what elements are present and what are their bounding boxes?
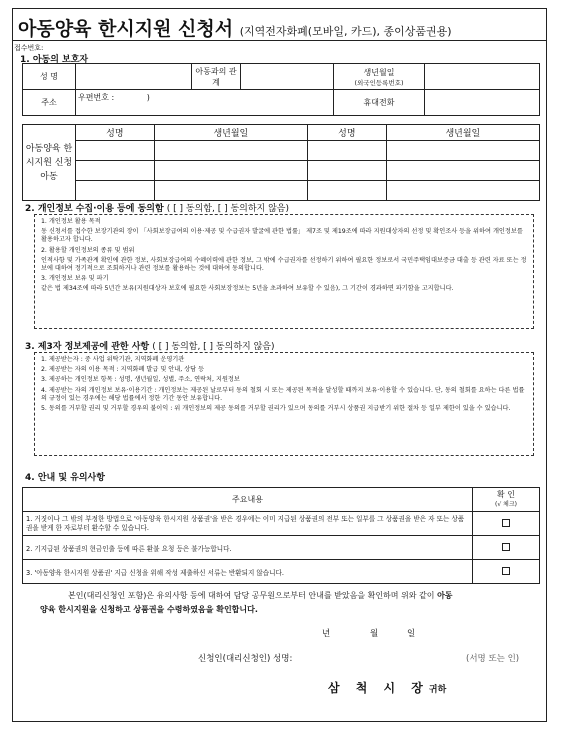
address-label: 주소	[23, 90, 76, 116]
declaration-line-2: 양육 한시지원을 신청하고 상품권을 수령하였음을 확인합니다.	[40, 605, 258, 614]
guardian-table	[22, 63, 540, 116]
relation-label: 아동과의 관계	[192, 64, 241, 90]
check-header: 확 인 (√ 체크)	[473, 488, 540, 512]
notice-row: 2. 기지급된 상품권의 현금인출 등에 따른 환불 요청 등은 불가능합니다.	[23, 536, 473, 560]
date-year: 년	[322, 629, 331, 639]
section-3-heading: 3. 제3자 정보제공에 관한 사항 ( [ ] 동의함, [ ] 동의하지 않음)	[25, 342, 275, 352]
privacy-consent-box	[34, 214, 534, 329]
notice-row: 3. '아동양육 한시지원 상품권' 지급 신청을 위해 작성 제출하신 서류는 반환되지 않습니다.	[23, 560, 473, 584]
form-title: 아동양육 한시지원 신청서 (지역전자화폐(모바일, 카드), 종이상품권용)	[18, 18, 452, 40]
content-header: 주요내용	[23, 488, 473, 512]
third-party-box	[34, 352, 534, 456]
applicant-label: 신청인(대리신청인) 성명:	[198, 654, 293, 664]
form-subtitle: (지역전자화폐(모바일, 카드), 종이상품권용)	[239, 25, 452, 38]
col-birth-2: 생년월일	[386, 125, 539, 141]
privacy-item: 1. 개인정보 활용 목적	[41, 218, 101, 225]
third-party-item: 2. 제공받는 자의 이용 목적 : 지역화폐 발급 및 안내, 상담 등	[41, 366, 205, 374]
notice-row: 1. 거짓이나 그 밖의 부정한 방법으로 '아동양육 한시지원 상품권'을 받은 경우에는 이미 지급된 상품권의 전부 또는 일부를 그 상품권을 받은 자 또는 상품권을 받게 한 자로부터 환수할 수 있습니다.	[23, 512, 473, 536]
date-day: 일	[407, 629, 416, 639]
privacy-item: 같은 법 제34조에 따라 5년간 보유(지원대상자 보호에 필요한 사회보장정보는 5년을 초과하여 보유할 수 있음), 그 기간이 경과하면 파기함을 고지합니다.	[41, 285, 454, 293]
child-cell[interactable]	[76, 161, 155, 181]
privacy-item: 3. 개인정보 보유 및 파기	[41, 275, 109, 283]
guardian-name-field[interactable]	[76, 64, 192, 90]
confirm-checkbox[interactable]	[473, 512, 540, 536]
receipt-number-label: 접수번호:	[14, 44, 44, 52]
relation-field[interactable]	[241, 64, 334, 90]
signature-label: (서명 또는 인)	[466, 654, 520, 664]
child-cell[interactable]	[386, 161, 539, 181]
phone-label: 휴대전화	[334, 90, 425, 116]
child-cell[interactable]	[307, 181, 386, 201]
divider	[12, 40, 547, 41]
section-4-heading: 4. 안내 및 유의사항	[25, 473, 105, 483]
child-cell[interactable]	[307, 141, 386, 161]
child-cell[interactable]	[76, 181, 155, 201]
col-name-1: 성명	[76, 125, 155, 141]
third-party-item: 1. 제공받는자 : 중 사업 위탁기관, 지역화폐 운영기관	[41, 356, 185, 363]
notice-table	[22, 487, 540, 584]
privacy-item: 동 신청서를 접수한 보장기관의 장이 「사회보장급여의 이용·제공 및 수급권자 발굴에 관한 법률」 제7조 및 제19조에 따라 지원대상자의 선정 및 확인조사 등을 위하여 개인정보를 활용하고자 합니다.	[41, 228, 523, 244]
child-cell[interactable]	[76, 141, 155, 161]
child-cell[interactable]	[154, 181, 307, 201]
third-party-item: 4. 제공받는 자의 개인정보 보유·이용기간 : 개인정보는 제공된 날로부터 동의 철회 시 또는 제공된 목적을 달성할 때까지 보유·이용할 수 있습니다. 단, 동의 철회를 요하는 다른 법률의 규정이 있는 경우에는 해당 법률에서 정한 기간 동안 보유합니다.	[41, 386, 525, 402]
child-cell[interactable]	[154, 141, 307, 161]
col-birth-1: 생년월일	[154, 125, 307, 141]
child-cell[interactable]	[386, 141, 539, 161]
third-party-item: 3. 제공하는 개인정보 항목 : 성명, 생년월일, 성별, 주소, 연락처, 지원정보	[41, 376, 240, 384]
confirm-checkbox[interactable]	[473, 536, 540, 560]
address-field[interactable]: 우편번호 : )	[76, 90, 334, 116]
col-name-2: 성명	[307, 125, 386, 141]
third-party-item: 5. 동의를 거부할 권리 및 거부할 경우의 불이익 : 위 개인정보의 제공 동의를 거부할 권리가 있으며 동의를 거부시 상품권 지급받기 위한 절차 등 일부 제한이 있을 수 있습니다.	[41, 405, 511, 413]
date-month: 월	[370, 629, 379, 639]
privacy-item: 인적사항 및 가족관계 확인에 관한 정보, 사회보장급여의 수혜이력에 관한 정보, 그 밖에 수급권자를 선정하기 위하여 필요한 정보로서 국민주택임대보증금 대출 등 관련 자료 또는 정보에 대하여 정기적으로 조회하거나 관련 정보를 활용하는 것에 대하여 동의합니다.	[41, 256, 527, 273]
name-label: 성 명	[23, 64, 76, 90]
birth-field[interactable]	[425, 64, 540, 90]
privacy-item: 2. 활용할 개인정보의 종류 및 범위	[41, 246, 135, 254]
section-2-heading: 2. 개인정보 수집·이용 등에 동의함 ( [ ] 동의함, [ ] 동의하지 않음)	[25, 204, 289, 214]
birth-label: 생년월일 (외국인등록번호)	[334, 64, 425, 90]
child-cell[interactable]	[386, 181, 539, 201]
phone-field[interactable]	[425, 90, 540, 116]
confirm-checkbox[interactable]	[473, 560, 540, 584]
mayor-addressee: 삼 척 시 장귀하	[328, 681, 447, 695]
children-side-label: 아동양육 한시지원 신청아동	[23, 125, 76, 201]
child-cell[interactable]	[154, 161, 307, 181]
child-cell[interactable]	[307, 161, 386, 181]
section-1-heading: 1. 아동의 보호자	[20, 55, 89, 65]
declaration-line-1: 본인(대리신청인 포함)은 유의사항 등에 대하여 담당 공무원으로부터 안내를 받았음을 확인하며 위와 같이 아동	[68, 591, 453, 600]
children-table	[22, 124, 540, 201]
